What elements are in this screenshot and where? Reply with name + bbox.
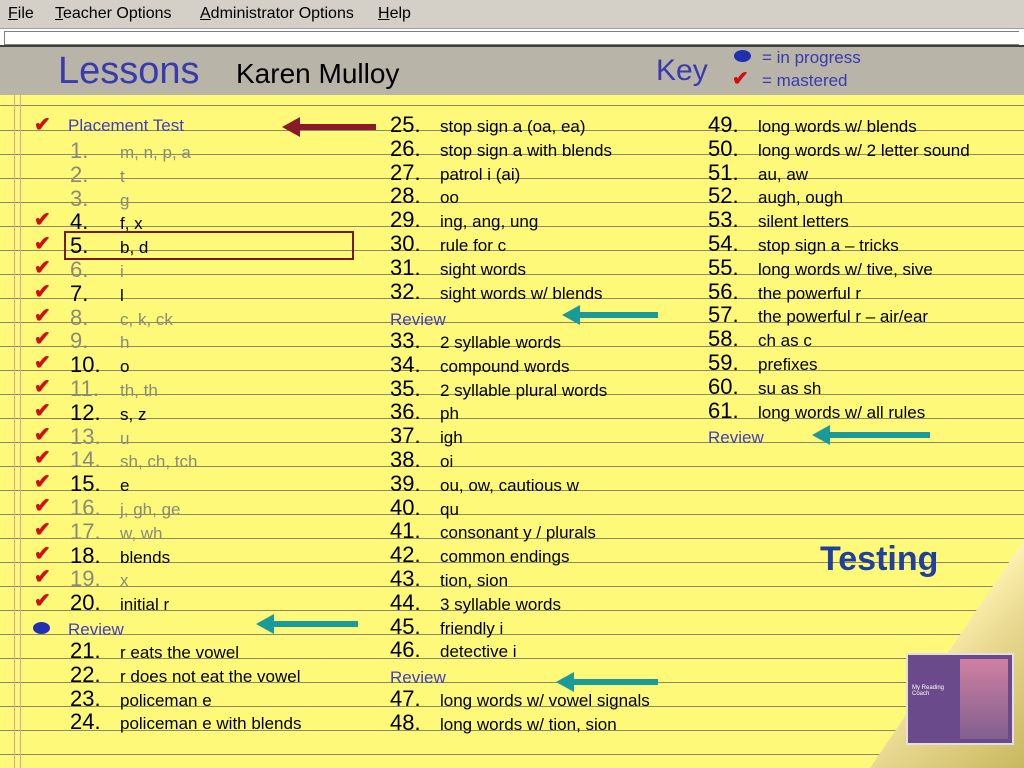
lesson-label: ou, ow, cautious w [440,475,579,495]
arrow-left-icon [300,124,376,130]
lesson-label: common endings [440,547,570,567]
lesson-number: 3. [70,185,89,211]
lesson-label: sight words [440,259,526,279]
lesson-label: long words w/ tion, sion [440,714,617,734]
lesson-label: sh, ch, tch [120,452,198,472]
arrow-left-icon [274,621,358,627]
mastered-check-icon: ✔ [732,68,749,90]
lesson-number: 19. [70,566,101,592]
lesson-number: 13. [70,423,101,449]
lesson-label: oo [440,188,459,208]
lesson-label: long words w/ all rules [758,402,926,422]
lesson-label: long words w/ tive, sive [758,259,933,279]
book-cover-title: My Reading Coach [912,685,945,697]
lesson-number: 32. [390,278,421,304]
review-link[interactable]: Review [390,310,446,329]
lesson-number: 46. [390,637,421,663]
page-title: Lessons [58,50,200,92]
lesson-label: th, th [120,381,158,400]
lesson-number: 8. [70,304,89,330]
review-link[interactable]: Review [390,668,446,687]
mastered-check-icon: ✔ [34,114,51,136]
lesson-number: 40. [390,494,421,520]
lesson-label: long words w/ blends [758,117,917,136]
lesson-label: h [120,333,130,353]
key-mastered-label: = mastered [762,71,848,90]
lesson-label: au, aw [758,164,809,184]
mastered-check-icon: ✔ [34,471,51,494]
lesson-label: blends [120,547,171,567]
lesson-number: 59. [708,350,739,375]
lesson-number: 6. [70,257,89,282]
lesson-label: t [120,166,125,186]
lesson-label: l [120,285,124,305]
lesson-label: consonant y / plurals [440,523,596,543]
key-title: Key [656,54,708,87]
lesson-number: 51. [708,159,739,185]
lesson-number: 11. [70,376,99,401]
lesson-label: r eats the vowel [120,643,240,662]
lesson-label: stop sign a – tricks [758,236,899,255]
lesson-number: 25. [390,112,421,137]
lesson-number: 34. [390,351,421,377]
lesson-label: stop sign a with blends [440,140,612,160]
mastered-check-icon: ✔ [34,304,51,327]
lesson-number: 27. [390,159,421,185]
review-link[interactable]: Review [68,620,124,639]
lesson-label: qu [440,499,459,519]
lesson-number: 4. [70,209,89,235]
mastered-check-icon: ✔ [34,328,51,351]
lesson-number: 39. [390,470,421,496]
lesson-number: 38. [390,447,421,472]
mastered-check-icon: ✔ [34,280,51,303]
lesson-number: 16. [70,495,101,520]
lesson-number: 15. [70,471,101,497]
lesson-label: patrol i (ai) [440,164,521,184]
lesson-number: 17. [70,518,101,544]
testing-label: Testing [820,540,939,578]
lesson-number: 49. [708,112,739,137]
lesson-label: augh, ough [758,188,844,208]
lesson-label: o [120,357,130,377]
lesson-label: f, x [120,214,143,234]
lesson-label: rule for c [440,236,507,255]
lesson-number: 61. [708,397,739,423]
margin-line [20,95,21,768]
mastered-check-icon: ✔ [34,518,51,541]
lesson-number: 55. [708,254,739,280]
lesson-label: u [120,428,130,448]
lesson-label: j, gh, ge [120,500,181,519]
lesson-label: long words w/ 2 letter sound [758,140,970,160]
mastered-check-icon: ✔ [34,447,51,470]
menu-teacher-options[interactable]: Teacher Options [55,5,172,22]
lesson-number: 28. [390,183,421,209]
lesson-number: 20. [70,590,101,616]
lesson-number: 24. [70,709,101,735]
lesson-label: initial r [120,595,170,615]
lesson-label: sight words w/ blends [440,283,603,303]
lesson-number: 5. [70,233,89,259]
lesson-label: s, z [120,404,147,424]
lesson-number: 26. [390,135,421,161]
mastered-check-icon: ✔ [34,233,51,256]
lesson-label: b, d [120,238,149,258]
lesson-label: policeman e [120,690,212,710]
lesson-label: c, k, ck [120,309,173,329]
lesson-number: 21. [70,638,101,663]
mastered-check-icon: ✔ [34,590,51,613]
lesson-number: 12. [70,399,101,425]
lesson-number: 35. [390,375,421,401]
mastered-check-icon: ✔ [34,423,51,446]
lesson-number: 47. [390,686,421,711]
book-cover-photo [960,659,1008,739]
lesson-label: policeman e with blends [120,714,302,734]
lesson-label: igh [440,428,463,448]
lesson-label: prefixes [758,355,818,374]
lesson-label: 2 syllable words [440,333,561,352]
lesson-label: compound words [440,356,570,376]
lesson-number: 50. [708,135,739,161]
lesson-number: 56. [708,278,739,304]
arrow-left-icon [830,432,930,438]
lesson-label: tion, sion [440,571,509,590]
lesson-number: 53. [708,207,739,233]
lesson-number: 54. [708,231,739,256]
lesson-label: friendly i [440,618,504,638]
lesson-number: 1. [70,138,89,163]
lesson-label: g [120,190,130,210]
arrow-left-icon [580,312,658,318]
lesson-number: 23. [70,685,101,711]
lesson-label: oi [440,452,454,471]
lesson-number: 43. [390,566,421,591]
current-lesson-highlight [64,231,354,260]
lesson-number: 7. [70,280,89,306]
lesson-number: 9. [70,328,89,354]
strip-frame [4,31,1019,45]
mastered-check-icon: ✔ [34,352,51,375]
lesson-label: silent letters [758,212,849,232]
lesson-number: 10. [70,352,101,378]
lesson-label: 2 syllable plural words [440,380,608,400]
lesson-number: 41. [390,518,421,544]
menu-administrator-options[interactable]: Administrator Options [200,5,354,22]
mastered-check-icon: ✔ [34,376,51,398]
lesson-number: 14. [70,447,101,473]
book-cover-image[interactable] [906,653,1014,745]
lesson-number: 18. [70,542,101,568]
mastered-check-icon: ✔ [34,257,51,279]
lesson-label: long words w/ vowel signals [440,691,650,710]
lesson-label: su as sh [758,378,822,398]
lesson-number: 2. [70,161,89,187]
lesson-number: 52. [708,183,739,209]
lesson-number: 48. [390,709,421,735]
lesson-label: r does not eat the vowel [120,666,301,686]
lesson-number: 30. [390,231,421,256]
lesson-label: i [120,262,124,281]
lesson-label: w, wh [120,523,163,543]
student-name: Karen Mulloy [236,58,400,89]
review-link[interactable]: Review [708,428,764,447]
lesson-number: 29. [390,207,421,233]
lesson-number: 31. [390,254,421,280]
lesson-number: 42. [390,542,421,568]
mastered-check-icon: ✔ [34,566,51,589]
lesson-label: stop sign a (oa, ea) [440,117,586,136]
lesson-label: the powerful r [758,283,861,303]
menu-bar [0,0,1024,29]
lesson-number: 22. [70,661,101,687]
arrow-left-icon [574,679,658,685]
lesson-number: 36. [390,399,421,425]
lesson-label: x [120,571,129,591]
key-in-progress-label: = in progress [762,48,861,67]
lesson-number: 57. [708,302,739,328]
lesson-label: 3 syllable words [440,594,561,614]
lesson-label: e [120,476,130,496]
toolbar-strip [0,29,1024,47]
lesson-placement-test[interactable]: Placement Test [68,116,184,135]
lesson-number: 58. [708,326,739,352]
mastered-check-icon: ✔ [34,495,51,517]
lesson-label: m, n, p, a [120,143,191,162]
menu-file[interactable]: File [8,5,34,22]
lesson-number: 37. [390,423,421,449]
lesson-label: ing, ang, ung [440,212,539,232]
mastered-check-icon: ✔ [34,209,51,232]
lesson-number: 44. [390,589,421,615]
mastered-check-icon: ✔ [34,399,51,422]
in-progress-dot-icon [734,50,751,62]
mastered-check-icon: ✔ [34,542,51,565]
lesson-label: the powerful r – air/ear [758,307,929,327]
lesson-number: 45. [390,613,421,639]
lesson-label: detective i [440,642,517,662]
in-progress-dot-icon [33,622,50,634]
lesson-number: 33. [390,328,421,353]
lesson-number: 60. [708,373,739,399]
margin-line [14,95,15,768]
menu-help[interactable]: Help [378,5,411,22]
lesson-label: ph [440,404,459,424]
lesson-label: ch as c [758,331,812,351]
